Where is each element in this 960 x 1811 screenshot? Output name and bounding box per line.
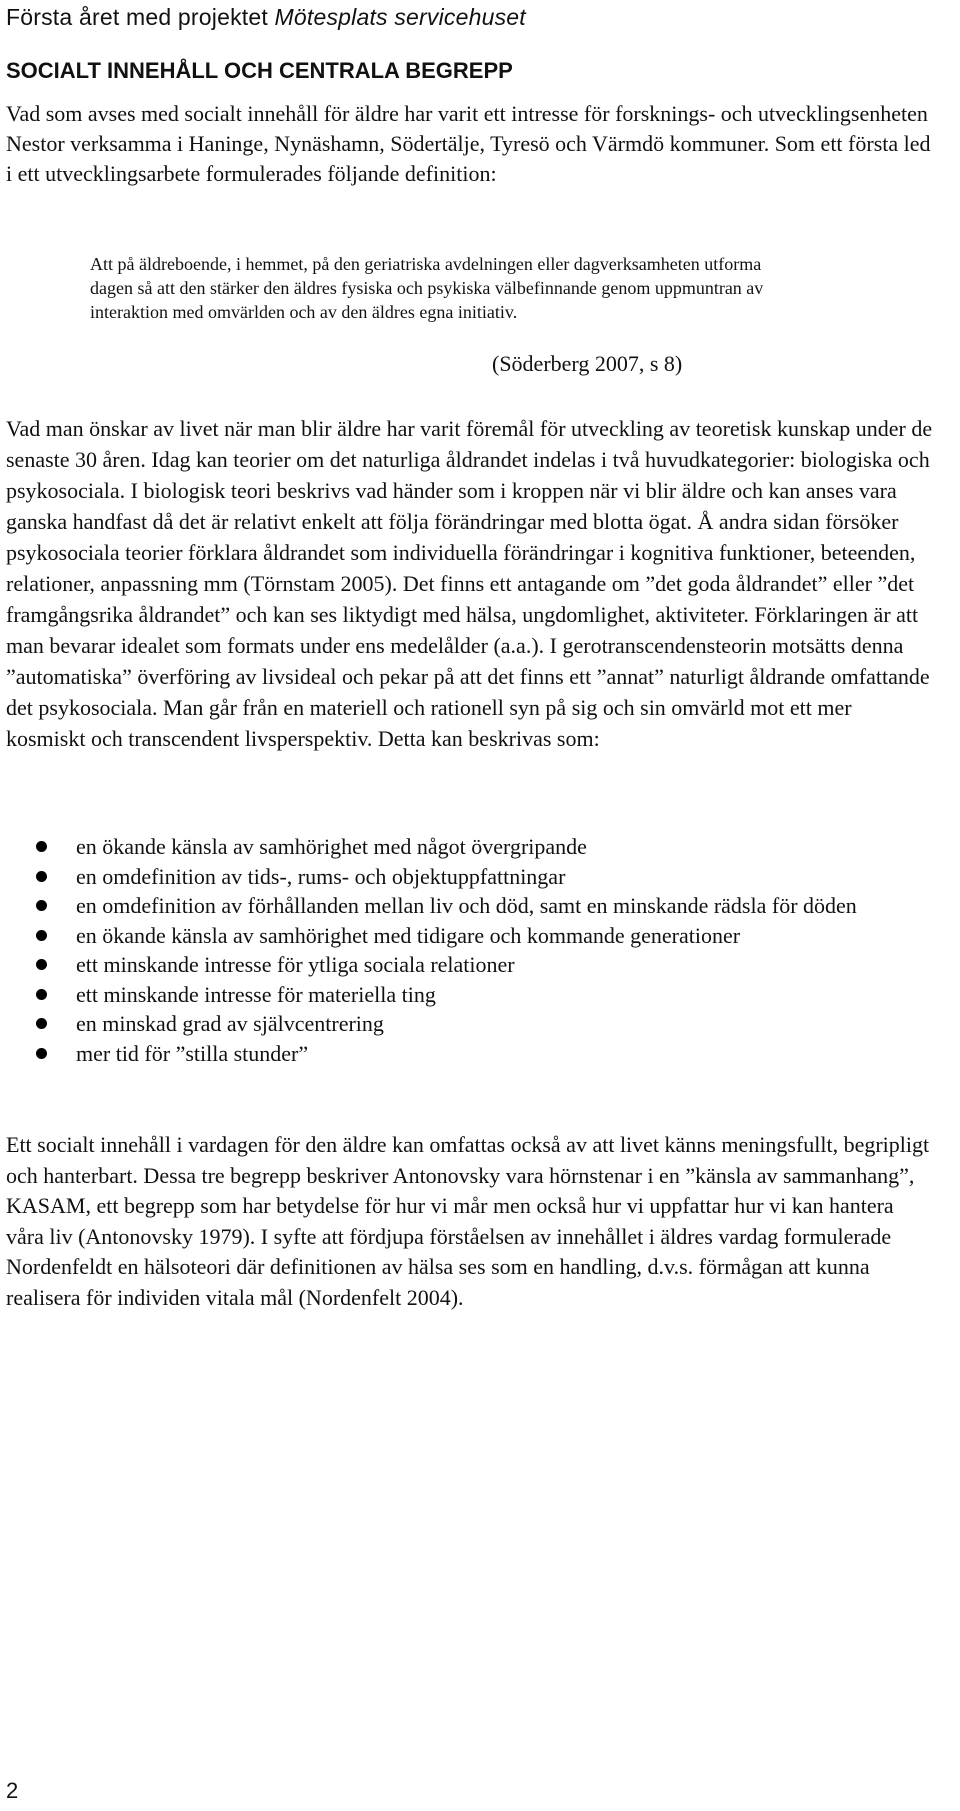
bullet-icon: [36, 1018, 47, 1029]
list-item: [6, 1039, 906, 1069]
bullet-icon: [36, 1048, 47, 1059]
list-item-text: en minskad grad av självcentrering: [76, 1011, 384, 1036]
list-item: [6, 891, 906, 921]
gerotranscendence-list: [6, 832, 906, 1068]
list-item: [6, 862, 906, 892]
list-item-text: ett minskande intresse för materiella ting: [76, 981, 436, 1007]
bullet-icon: [36, 900, 47, 911]
list-item-text: en omdefinition av tids-, rums- och objektuppfattningar: [76, 863, 566, 889]
header-prefix: Första året med projektet: [6, 4, 275, 30]
list-item: [6, 832, 906, 862]
bullet-icon: [36, 989, 47, 1000]
list-item-text: en omdefinition av förhållanden mellan liv och död, samt en minskande rädsla för döden: [76, 893, 857, 918]
list-item: [6, 1009, 906, 1039]
kasam-paragraph: Ett socialt innehåll i vardagen för den äldre kan omfattas också av att livet känns meningsfullt, begripligt och hanterbart. Dessa tre begrepp beskriver Antonovsky vara hörnstenar i en ”känsla av sammanhang”, KASAM, ett begrepp som har betydelse för hur vi mår men också hur vi uppfattar hur vi kan hantera våra liv (Antonovsky 1979). I syfte att fördjupa förståelsen av innehållet i äldres vardag formulerade Nordenfeldt en hälsoteori där definitionen av hälsa ses som en handling, d.v.s. förmågan att kunna realisera för individen vitala mål (Nordenfelt 2004).: [6, 1132, 930, 1310]
intro-paragraph: Vad som avses med socialt innehåll för äldre har varit ett intresse för forsknings- och utvecklingsenheten Nestor verksamma i Haninge, Nynäshamn, Södertälje, Tyresö och Värmdö kommuner. Som ett första led i ett utvecklingsarbete formulerades följande definition:: [6, 101, 931, 186]
header-project-name: Mötesplats servicehuset: [274, 4, 526, 30]
bullet-icon: [36, 930, 47, 941]
list-item-text: mer tid för ”stilla stunder”: [76, 1040, 309, 1066]
theory-paragraph: Vad man önskar av livet när man blir äldre har varit föremål för utveckling av teoretisk kunskap under de senaste 30 åren. Idag kan teorier om det naturliga åldrandet indelas i två huvudkategorier: biologiska och psykosociala. I biologisk teori beskrivs vad händer som i kroppen när vi blir äldre och kan anses vara ganska handfast då det är relativt enkelt att följa förändringar med blotta ögat. Å andra sidan försöker psykosociala teorier förklara åldrandet som individuella förändringar i kognitiva funktioner, beteenden, relationer, anpassning mm (Törnstam 2005). Det finns ett antagande om ”det goda åldrandet” eller ”det framgångsrika åldrandet” och kan ses liktydigt med hälsa, ungdomlighet, aktiviteter. Förklaringen är att man bevarar idealet som formats under ens medelålder (a.a.). I gerotranscendensteorin motsätts denna ”automatiska” överföring av livsideal och pekar på att det finns ett ”annat” naturligt åldrande omfattande det psykosociala. Man går från en materiell och rationell syn på sig och sin omvärld mot ett mer kosmiskt och transcendent livsperspektiv. Detta kan beskrivas som:: [6, 416, 933, 751]
page-header: [6, 4, 526, 31]
list-item-text: en ökande känsla av samhörighet med tidigare och kommande generationer: [76, 922, 741, 948]
list-item: [6, 921, 906, 951]
bullet-icon: [36, 959, 47, 970]
definition-quote: Att på äldreboende, i hemmet, på den geriatriska avdelningen eller dagverksamheten utforma dagen så att den stärker den äldres fysiska och psykiska välbefinnande genom uppmuntran av interaktion med omvärlden och av den äldres egna initiativ.: [90, 254, 764, 322]
list-item: [6, 980, 906, 1010]
bullet-icon: [36, 841, 47, 852]
list-item-text: en ökande känsla av samhörighet med något övergripande: [76, 834, 587, 859]
bullet-icon: [36, 871, 47, 882]
section-title: SOCIALT INNEHÅLL OCH CENTRALA BEGREPP: [6, 58, 513, 83]
list-item: [6, 950, 906, 980]
list-item-text: ett minskande intresse för ytliga sociala relationer: [76, 952, 515, 977]
quote-citation: (Söderberg 2007, s 8): [492, 351, 683, 376]
page-number: 2: [6, 1778, 19, 1803]
